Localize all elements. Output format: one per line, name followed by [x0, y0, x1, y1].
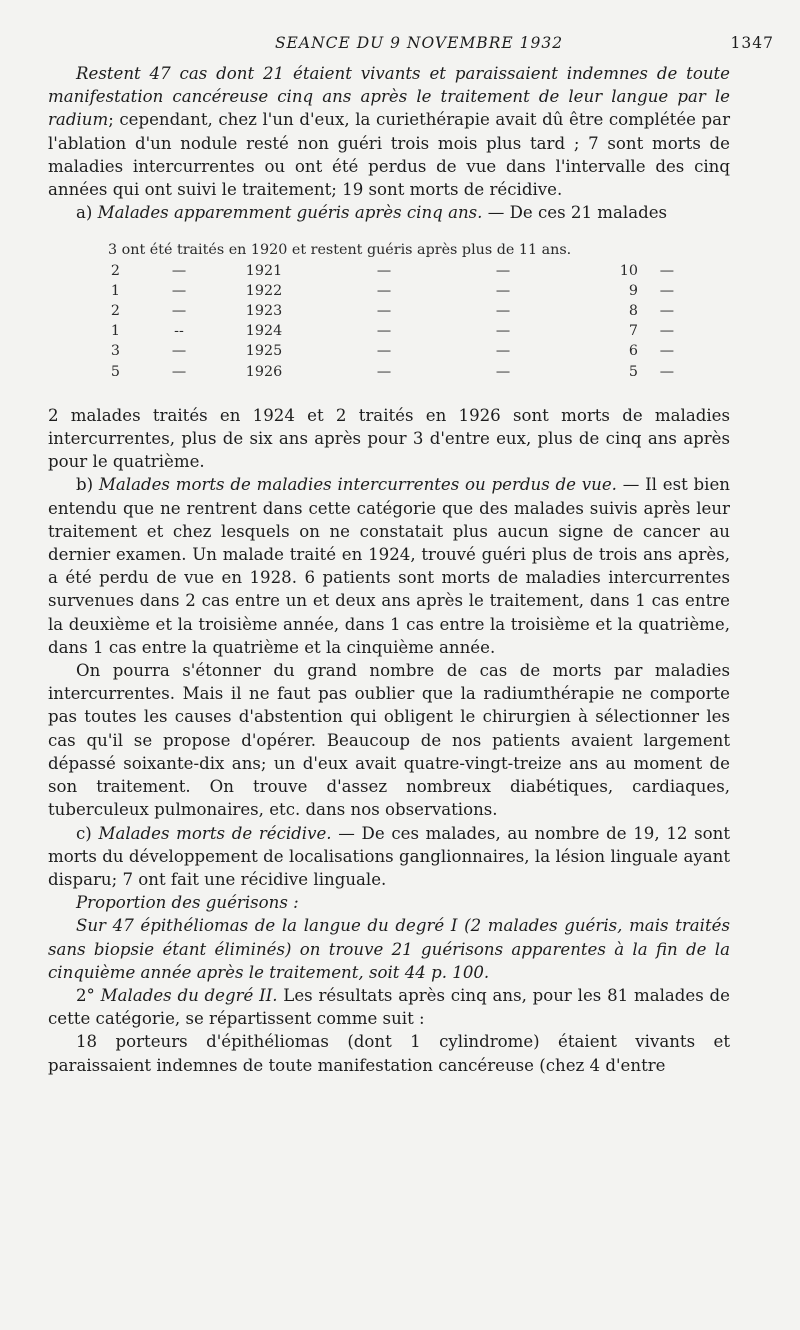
table-cell-d1: —: [171, 343, 187, 360]
degree-2-title: Malades du degré II.: [100, 985, 278, 1005]
table-cell-d4: —: [659, 262, 674, 279]
table-first-line: [108, 240, 698, 260]
table-cell-n: 1: [110, 282, 120, 299]
table-cell-yrs: 10: [619, 262, 638, 279]
table-row: [108, 341, 698, 361]
table-cell-d4: —: [659, 323, 674, 340]
running-header: [48, 34, 774, 62]
section-c-title: Malades morts de récidive.: [98, 823, 332, 843]
table-cell-d3: —: [495, 363, 511, 380]
table-cell-d1: —: [171, 363, 187, 380]
paragraph-discussion: On pourra s'étonner du grand nombre de cas de morts par maladies intercurrentes. Mais il ne faut pas oublier que la radiumthérapie ne comporte pas toutes les causes d'abstention qui obligent le chirurgien à sélectionner les cas qu'il se propose d'opérer. Beaucoup de nos patients avaient largement dépassé soixante-dix ans; un d'eux avait quatre-vingt-treize ans au moment de son traitement. On trouve d'assez nombreux diabétiques, cardiaques, tuberculeux pulmonaires, etc. dans nos observations.: [48, 661, 730, 820]
table-cell-d4: —: [659, 282, 674, 299]
section-c-rest: — De ces malades, au nombre de 19, 12 sont morts du développement de localisations ganglionnaires, la lésion linguale ayant disparu; 7 ont fait une récidive linguale.: [48, 823, 730, 889]
table-cell-d3: —: [495, 343, 511, 360]
table-rows: [108, 261, 698, 382]
table-cell-d2: —: [376, 343, 392, 360]
intro-rest: ; cependant, chez l'un d'eux, la curiethérapie avait dû être complétée par l'ablation d'un nodule resté non guéri trois mois plus tard ; 7 sont morts de maladies intercurrentes ou ont été perdus de vue dans l'intervalle des cinq années qui ont suivi le traitement; 19 sont morts de récidive.: [48, 110, 730, 200]
header-title: SEANCE DU 9 NOVEMBRE 1932: [274, 34, 564, 52]
table-cell-n: 5: [110, 363, 120, 380]
table-cell-d1: —: [171, 303, 187, 320]
section-a-label: a): [76, 203, 98, 223]
section-b-title: Malades morts de maladies intercurrentes ou perdus de vue.: [98, 475, 617, 495]
paragraph-results-intro: [48, 62, 730, 201]
table-cell-yrs: 9: [628, 282, 638, 299]
paragraph-intercurrent-deaths: 2 malades traités en 1924 et 2 traités en 1926 sont morts de maladies intercurrentes, plus de six ans après pour 3 d'entre eux, plus de cinq ans après pour le quatrième.: [48, 405, 730, 472]
section-a-rest: — De ces 21 malades: [482, 203, 668, 223]
table-cell-d2: —: [376, 262, 392, 279]
table-row: [108, 301, 698, 321]
table-cell-d1: —: [171, 262, 187, 279]
paragraph-degree-2-results: 18 porteurs d'épithéliomas (dont 1 cylindrome) étaient vivants et paraissaient indemnes de toute manifestation cancéreuse (chez 4 d'entre: [48, 1032, 730, 1075]
table-cell-d2: —: [376, 282, 392, 299]
table-cell-d3: —: [495, 262, 511, 279]
cured-patients-table: [108, 240, 698, 381]
proportion-text: Sur 47 épithéliomas de la langue du degré I (2 malades guéris, mais traités sans biopsie étant éliminés) on trouve 21 guérisons apparentes à la fin de la cinquième année après le traitement, soit 44 p. 100.: [48, 916, 730, 982]
section-c-label: c): [76, 823, 99, 843]
table-cell-n: 1: [110, 323, 120, 340]
table-cell-d2: —: [376, 303, 392, 320]
section-b: [48, 473, 730, 659]
section-a-heading: [48, 201, 730, 224]
table-cell-d4: —: [659, 363, 674, 380]
table-cell-d2: —: [376, 363, 392, 380]
table-cell-d4: —: [659, 303, 674, 320]
page-number: 1347: [730, 34, 774, 52]
table-cell-d3: —: [495, 282, 511, 299]
table-cell-d1: --: [174, 323, 184, 340]
table-row: [108, 261, 698, 281]
table-cell-year: 1923: [245, 303, 283, 320]
table-cell-year: 1921: [245, 262, 283, 279]
section-b-rest: — Il est bien entendu que ne rentrent dans cette catégorie que des malades suivis après leur traitement et chez lesquels on ne constatait plus aucun signe de cancer au dernier examen. Un malade traité en 1924, trouvé guéri plus de trois ans après, a été perdu de vue en 1928. 6 patients sont morts de maladies intercurrentes survenues dans 2 cas entre un et deux ans après le traitement, dans 1 cas entre la deuxième et la troisième année, dans 1 cas entre la troisième et la quatrième, dans 1 cas entre la quatrième et la cinquième année.: [48, 475, 730, 657]
table-row: [108, 362, 698, 382]
table-cell-year: 1922: [245, 282, 283, 299]
table-cell-year: 1924: [245, 323, 283, 340]
table-cell-n: 2: [110, 303, 120, 320]
table-cell-yrs: 5: [628, 363, 638, 380]
table-cell-d3: —: [495, 323, 511, 340]
table-cell-yrs: 6: [628, 343, 638, 360]
section-c: [48, 822, 730, 892]
table-cell-d4: —: [659, 343, 674, 360]
section-b-label: b): [76, 475, 99, 495]
table-first-line-text: 3 ont été traités en 1920 et restent guéris après plus de 11 ans.: [108, 242, 572, 259]
degree-2-label: 2°: [76, 985, 101, 1005]
table-row: [108, 281, 698, 301]
table-cell-d2: —: [376, 323, 392, 340]
table-cell-d3: —: [495, 303, 511, 320]
intro-italic: Restent 47 cas dont 21 étaient vivants et paraissaient indemnes de toute manifestation cancéreuse cinq ans après le traitement de leur langue par le radium: [48, 64, 730, 130]
table-cell-n: 2: [110, 262, 120, 279]
table-cell-year: 1925: [245, 343, 283, 360]
proportion-title: Proportion des guérisons :: [76, 893, 299, 913]
table-row: [108, 321, 698, 341]
section-a-title: Malades apparemment guéris après cinq ans.: [97, 203, 483, 223]
table-cell-d1: —: [171, 282, 187, 299]
degree-2-rest: Les résultats après cinq ans, pour les 81 malades de cette catégorie, se répartissent comme suit :: [48, 985, 730, 1029]
table-cell-yrs: 7: [628, 323, 638, 340]
table-cell-yrs: 8: [628, 303, 638, 320]
section-degree-2: [48, 984, 730, 1030]
table-cell-year: 1926: [245, 363, 283, 380]
table-cell-n: 3: [110, 343, 120, 360]
